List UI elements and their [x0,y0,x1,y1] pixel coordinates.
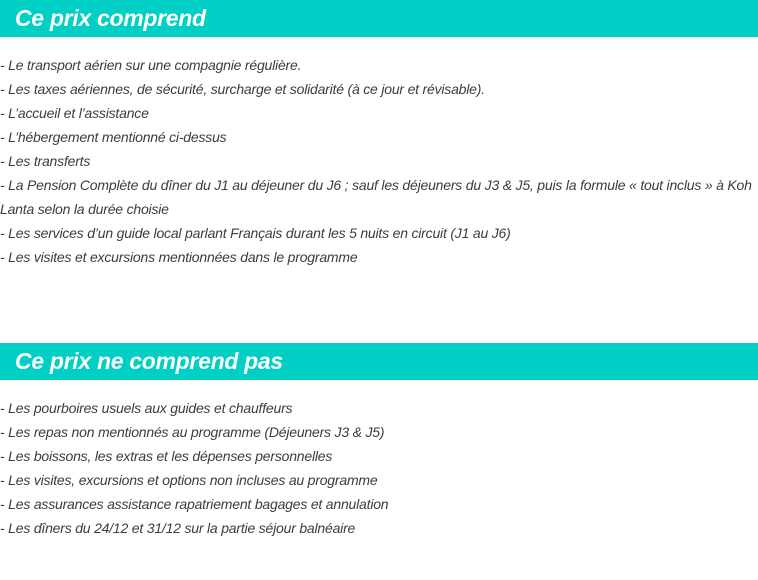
excluded-list [0,396,758,540]
list-item: - Les services d’un guide local parlant Français durant les 5 nuits en circuit (J1 au J6) [0,225,511,241]
list-item: - Les pourboires usuels aux guides et chauffeurs [0,400,293,416]
list-item: - Les visites et excursions mentionnées dans le programme [0,249,358,265]
included-list [0,53,758,269]
list-item: - L’accueil et l’assistance [0,105,149,121]
section-title: Ce prix ne comprend pas [15,348,283,374]
section-title: Ce prix comprend [15,5,206,31]
list-item: - Les taxes aériennes, de sécurité, surcharge et solidarité (à ce jour et révisable). [0,81,485,97]
list-item: - Les boissons, les extras et les dépenses personnelles [0,448,333,464]
list-item: - Les assurances assistance rapatriement bagages et annulation [0,496,389,512]
list-item: - Les visites, excursions et options non incluses au programme [0,472,378,488]
list-item: - L’hébergement mentionné ci-dessus [0,129,227,145]
list-item: - La Pension Complète du dîner du J1 au déjeuner du J6 ; sauf les déjeuners du J3 & J5, puis la formule « tout inclus » à Koh Lanta selon la durée choisie [0,177,752,217]
list-item: - Les transferts [0,153,91,169]
list-item: - Les dîners du 24/12 et 31/12 sur la partie séjour balnéaire [0,520,356,536]
list-item: - Les repas non mentionnés au programme (Déjeuners J3 & J5) [0,424,385,440]
section-header-included [0,0,758,37]
section-header-excluded [0,343,758,380]
list-item: - Le transport aérien sur une compagnie régulière. [0,57,302,73]
